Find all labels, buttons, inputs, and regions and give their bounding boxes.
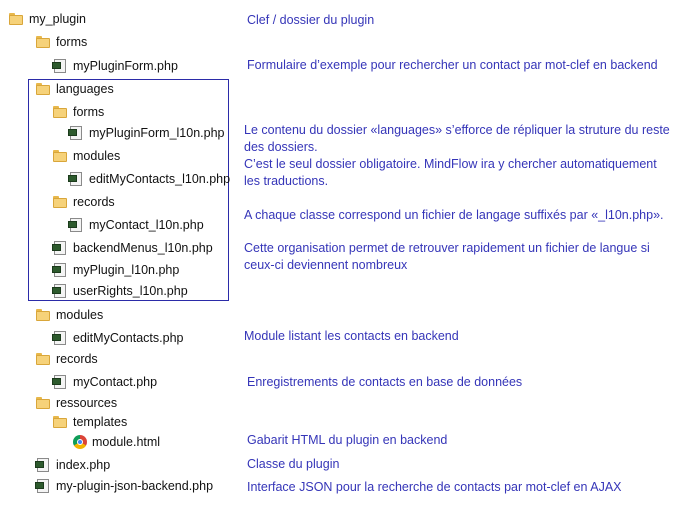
php-file-icon <box>52 375 68 389</box>
folder-icon <box>52 195 68 209</box>
tree-label: myPluginForm.php <box>73 59 178 73</box>
tree-label: index.php <box>56 458 111 472</box>
tree-item-modules[interactable] <box>35 306 103 324</box>
folder-icon <box>8 12 24 26</box>
folder-icon <box>35 82 51 96</box>
folder-icon <box>52 415 68 429</box>
note-plugin-class: Classe du plugin <box>247 457 340 471</box>
note-organisation <box>244 240 650 274</box>
tree-item-lang-backend-menus[interactable] <box>52 239 213 257</box>
tree-item-lang-user-rights[interactable] <box>52 282 188 300</box>
tree-label: forms <box>56 35 88 49</box>
tree-item-records[interactable] <box>35 350 98 368</box>
note-module: Module listant les contacts en backend <box>244 329 459 343</box>
tree-item-lang-module-file[interactable] <box>68 170 230 188</box>
tree-item-lang-modules[interactable] <box>52 147 120 165</box>
note-line: Le contenu du dossier «languages» s’efforce de répliquer la struture du reste <box>244 123 670 137</box>
tree-label: editMyContacts.php <box>73 331 184 345</box>
php-file-icon <box>52 263 68 277</box>
tree-label: my_plugin <box>29 12 86 26</box>
tree-item-lang-forms[interactable] <box>52 103 104 121</box>
folder-icon <box>35 35 51 49</box>
note-records: Enregistrements de contacts en base de données <box>247 375 523 389</box>
php-file-icon <box>52 59 68 73</box>
chrome-html-icon <box>73 435 87 449</box>
note-template: Gabarit HTML du plugin en backend <box>247 433 448 447</box>
tree-label: modules <box>73 149 121 163</box>
note-line: C’est le seul dossier obligatoire. MindFlow ira y chercher automatiquement <box>244 157 657 171</box>
note-line: des dossiers. <box>244 140 318 154</box>
tree-label: module.html <box>92 435 161 449</box>
note-line: ceux-ci deviennent nombreux <box>244 258 408 272</box>
tree-item-lang-records[interactable] <box>52 193 115 211</box>
tree-item-lang-form-file[interactable] <box>68 124 225 142</box>
tree-label: ressources <box>56 396 118 410</box>
tree-item-index[interactable] <box>35 456 110 474</box>
tree-label: records <box>73 195 115 209</box>
tree-item-forms[interactable] <box>35 33 87 51</box>
php-file-icon <box>68 126 84 140</box>
tree-label: editMyContacts_l10n.php <box>89 172 231 186</box>
folder-icon <box>35 308 51 322</box>
tree-item-record-file[interactable] <box>52 373 157 391</box>
tree-label: templates <box>73 415 128 429</box>
tree-item-lang-record-file[interactable] <box>68 216 204 234</box>
tree-label: languages <box>56 82 114 96</box>
tree-label: myPluginForm_l10n.php <box>89 126 225 140</box>
note-class-lang: A chaque classe correspond un fichier de langage suffixés par «_l10n.php». <box>244 208 664 222</box>
tree-item-form-file[interactable] <box>52 57 178 75</box>
tree-label: forms <box>73 105 105 119</box>
tree-item-languages[interactable] <box>35 80 114 98</box>
tree-label: modules <box>56 308 104 322</box>
php-file-icon <box>52 241 68 255</box>
tree-label: my-plugin-json-backend.php <box>56 479 214 493</box>
tree-item-json-backend[interactable] <box>35 477 213 495</box>
tree-item-templates[interactable] <box>52 413 127 431</box>
tree-label: backendMenus_l10n.php <box>73 241 213 255</box>
folder-icon <box>52 149 68 163</box>
php-file-icon <box>35 458 51 472</box>
note-form-example: Formulaire d’exemple pour rechercher un contact par mot-clef en backend <box>247 58 658 72</box>
php-file-icon <box>52 331 68 345</box>
php-file-icon <box>68 218 84 232</box>
note-line: les traductions. <box>244 174 329 188</box>
note-json: Interface JSON pour la recherche de contacts par mot-clef en AJAX <box>247 480 622 494</box>
php-file-icon <box>52 284 68 298</box>
folder-icon <box>35 396 51 410</box>
tree-item-ressources[interactable] <box>35 394 117 412</box>
tree-item-module-file[interactable] <box>52 329 183 347</box>
php-file-icon <box>35 479 51 493</box>
tree-label: records <box>56 352 98 366</box>
note-languages <box>244 122 670 190</box>
folder-icon <box>35 352 51 366</box>
tree-label: myPlugin_l10n.php <box>73 263 180 277</box>
folder-icon <box>52 105 68 119</box>
note-plugin-folder: Clef / dossier du plugin <box>247 13 375 27</box>
tree-label: myContact_l10n.php <box>89 218 204 232</box>
tree-item-my-plugin[interactable] <box>8 10 86 28</box>
tree-label: myContact.php <box>73 375 158 389</box>
tree-item-lang-plugin[interactable] <box>52 261 179 279</box>
php-file-icon <box>68 172 84 186</box>
tree-label: userRights_l10n.php <box>73 284 188 298</box>
tree-item-template-file[interactable] <box>72 433 160 451</box>
note-line: Cette organisation permet de retrouver rapidement un fichier de langue si <box>244 241 650 255</box>
